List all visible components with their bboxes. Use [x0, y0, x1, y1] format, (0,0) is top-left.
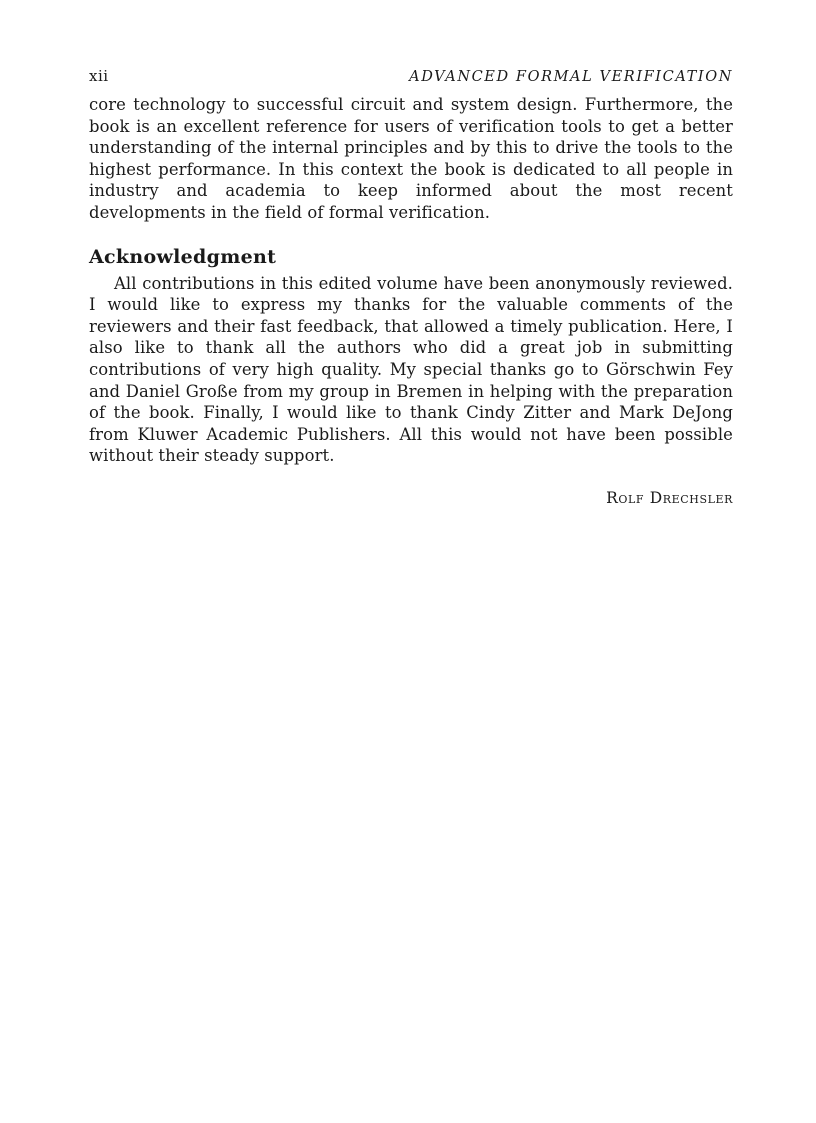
page-number: xii — [89, 67, 109, 85]
intro-paragraph: core technology to successful circuit and system design. Furthermore, the book is an excellent reference for users of verification tools to get a better understanding of the internal principles and by this to drive the tools to the highest performance. In this context the book is dedicated to all people in industry and academia to keep informed about the most recent developments in the field of formal verification. — [89, 95, 733, 222]
running-head-title: ADVANCED FORMAL VERIFICATION — [409, 69, 733, 85]
page-content — [89, 64, 733, 507]
section-heading: Acknowledgment — [89, 245, 277, 268]
running-head — [89, 64, 733, 88]
acknowledgment-paragraph: All contributions in this edited volume have been anonymously reviewed. I would like to express my thanks for the valuable comments of the reviewers and their fast feedback, that allowed a timely publication. Here, I also like to thank all the authors who did a great job in submitting contributions of very high quality. My special thanks go to Görschwin Fey and Daniel Große from my group in Bremen in helping with the preparation of the book. Finally, I would like to thank Cindy Zitter and Mark DeJong from Kluwer Academic Publishers. All this would not have been possible without their steady support. — [89, 273, 733, 466]
author-signature: Rolf Drechsler — [606, 488, 733, 507]
